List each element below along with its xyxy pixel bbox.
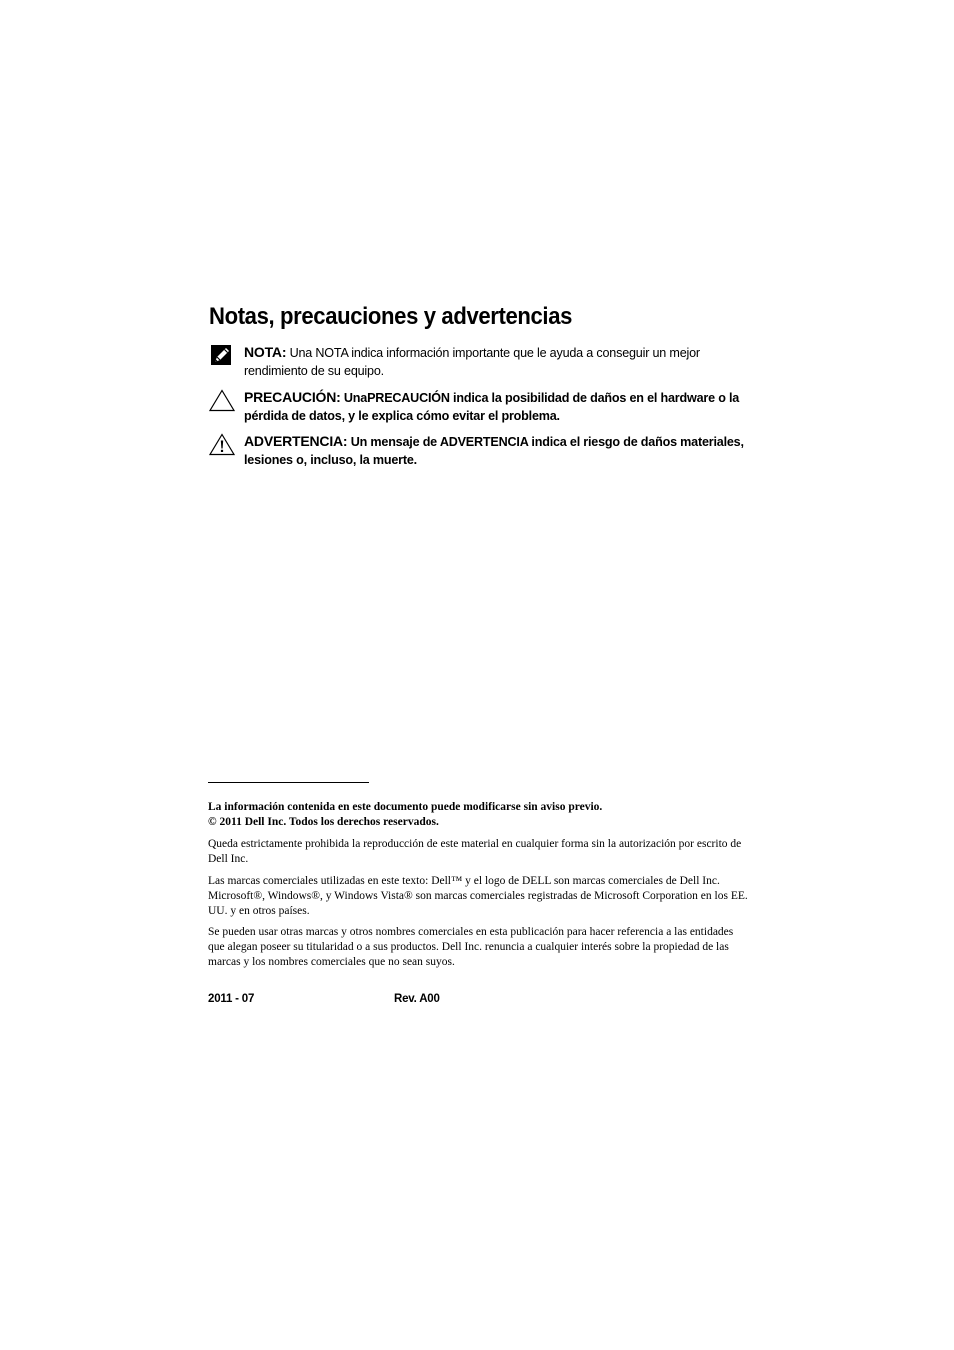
footnote-divider	[208, 782, 369, 783]
trademarks-notice: Las marcas comerciales utilizadas en este texto: Dell™ y el logo de DELL son marcas comerciales de Dell Inc. Microsoft®, Windows®, y Windows Vista® son marcas comerciales registradas de Microsoft Corporation en los EE. UU. y en otros países.	[208, 875, 748, 917]
caution-body: UnaPRECAUCIÓN indica la posibilidad de daños en el hardware o la pérdida de datos, y le explica cómo evitar el problema.	[244, 391, 740, 423]
caution-triangle-icon	[209, 389, 235, 413]
warning-text	[244, 433, 754, 469]
other-marks-notice: Se pueden usar otras marcas y otros nombres comerciales en esta publicación para hacer referencia a las entidades que alegan poseer su titularidad o a sus productos. Dell Inc. renuncia a cualquier interés sobre la propiedad de las marcas y los nombres comerciales que no sean suyos.	[208, 926, 734, 968]
warning-triangle-icon	[209, 433, 235, 457]
warning-label: ADVERTENCIA:	[244, 433, 348, 449]
caution-label: PRECAUCIÓN:	[244, 389, 341, 405]
note-body: Una NOTA indica información importante que le ayuda a conseguir un mejor rendimiento de su equipo.	[244, 346, 700, 378]
publication-date: 2011 - 07	[208, 993, 255, 1005]
reproduction-notice: Queda estrictamente prohibida la reproducción de este material en cualquier forma sin la autorización por escrito de Dell Inc.	[208, 838, 742, 865]
caution-text	[244, 389, 754, 425]
page-title: Notas, precauciones y advertencias	[209, 303, 573, 330]
note-text	[244, 344, 754, 380]
change-notice: La información contenida en este documento puede modificarse sin aviso previo.	[208, 801, 603, 813]
pencil-note-icon	[209, 344, 235, 368]
revision-number: Rev. A00	[394, 993, 440, 1005]
warning-body: Un mensaje de ADVERTENCIA indica el riesgo de daños materiales, lesiones o, incluso, la muerte.	[244, 435, 744, 467]
copyright-line: © 2011 Dell Inc. Todos los derechos reservados.	[208, 816, 439, 828]
note-label: NOTA:	[244, 344, 287, 360]
